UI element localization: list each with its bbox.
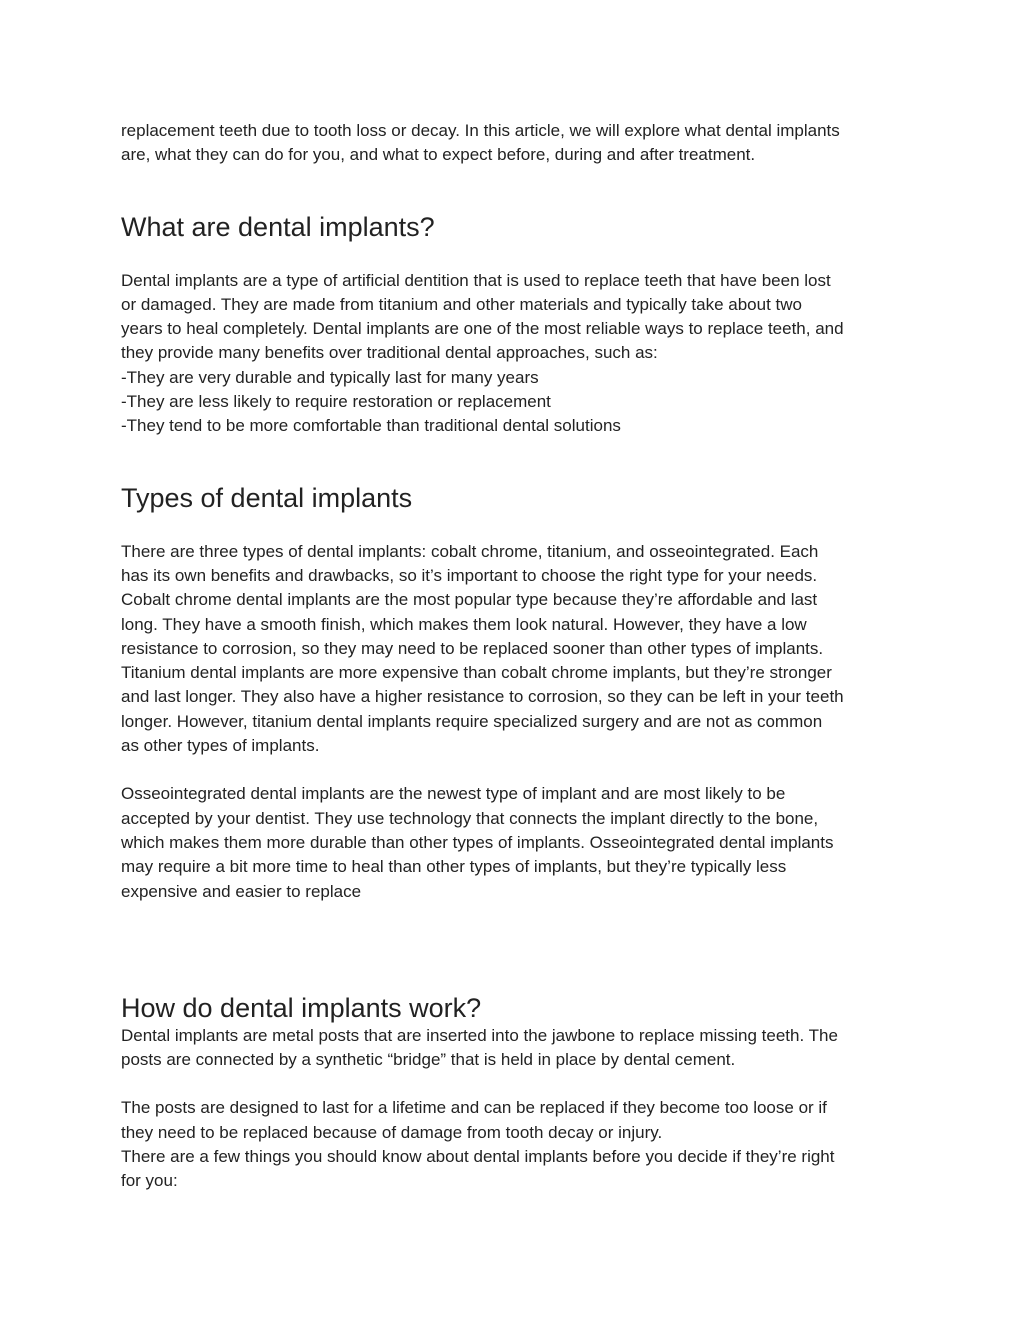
text-line: they need to be replaced because of damage from tooth decay or injury. bbox=[121, 1122, 663, 1142]
text-line: as other types of implants. bbox=[121, 736, 320, 756]
section-types-paragraph-1 bbox=[121, 540, 911, 759]
list-item: -They are very durable and typically last for many years bbox=[121, 367, 539, 387]
text-line: expensive and easier to replace bbox=[121, 881, 362, 901]
text-line: are, what they can do for you, and what to expect before, during and after treatment. bbox=[121, 145, 756, 165]
section-heading-types-of-dental-implants: Types of dental implants bbox=[121, 482, 413, 513]
text-line: replacement teeth due to tooth loss or decay. In this article, we will explore what dental implants bbox=[121, 121, 840, 140]
text-line: years to heal completely. Dental implants are one of the most reliable ways to replace teeth, and bbox=[121, 319, 844, 339]
text-line: The posts are designed to last for a lifetime and can be replaced if they become too loose or if bbox=[121, 1098, 827, 1118]
text-line: Dental implants are a type of artificial dentition that is used to replace teeth that have been lost bbox=[121, 270, 831, 290]
text-line: may require a bit more time to heal than other types of implants, but they’re typically less bbox=[121, 857, 787, 877]
section-heading-what-are-dental-implants: What are dental implants? bbox=[121, 211, 435, 242]
intro-paragraph bbox=[121, 119, 911, 168]
section-heading-how-do-dental-implants-work: How do dental implants work? bbox=[121, 992, 482, 1023]
text-line: resistance to corrosion, so they may need to be replaced sooner than other types of implants. bbox=[121, 638, 824, 658]
text-line: longer. However, titanium dental implants require specialized surgery and are not as common bbox=[121, 711, 823, 731]
text-line: they provide many benefits over traditional dental approaches, such as: bbox=[121, 343, 658, 363]
section-what-are-paragraph bbox=[121, 269, 911, 439]
list-item: -They are less likely to require restoration or replacement bbox=[121, 392, 551, 412]
text-line: which makes them more durable than other types of implants. Osseointegrated dental implants bbox=[121, 832, 834, 852]
text-line: Cobalt chrome dental implants are the most popular type because they’re affordable and last bbox=[121, 590, 818, 610]
text-line: has its own benefits and drawbacks, so it’s important to choose the right type for your needs. bbox=[121, 565, 818, 585]
section-how-paragraph-1 bbox=[121, 1024, 911, 1073]
text-line: long. They have a smooth finish, which makes them look natural. However, they have a low bbox=[121, 614, 807, 634]
text-line: accepted by your dentist. They use technology that connects the implant directly to the bone, bbox=[121, 808, 819, 828]
text-line: Dental implants are metal posts that are inserted into the jawbone to replace missing teeth. The bbox=[121, 1025, 838, 1045]
text-line: There are a few things you should know about dental implants before you decide if they’re right bbox=[121, 1147, 835, 1167]
text-line: and last longer. They also have a higher resistance to corrosion, so they can be left in your teeth bbox=[121, 687, 844, 707]
text-line: or damaged. They are made from titanium and other materials and typically take about two bbox=[121, 294, 802, 314]
text-line: for you: bbox=[121, 1171, 178, 1191]
text-line: There are three types of dental implants: cobalt chrome, titanium, and osseointegrated. Each bbox=[121, 541, 819, 561]
list-item: -They tend to be more comfortable than traditional dental solutions bbox=[121, 416, 621, 436]
document-page bbox=[121, 119, 911, 1194]
text-line: Titanium dental implants are more expensive than cobalt chrome implants, but they’re stronger bbox=[121, 663, 832, 683]
text-line: posts are connected by a synthetic “bridge” that is held in place by dental cement. bbox=[121, 1050, 736, 1070]
text-line: Osseointegrated dental implants are the newest type of implant and are most likely to be bbox=[121, 784, 786, 804]
section-types-paragraph-2 bbox=[121, 782, 911, 903]
section-how-paragraph-2 bbox=[121, 1096, 911, 1193]
